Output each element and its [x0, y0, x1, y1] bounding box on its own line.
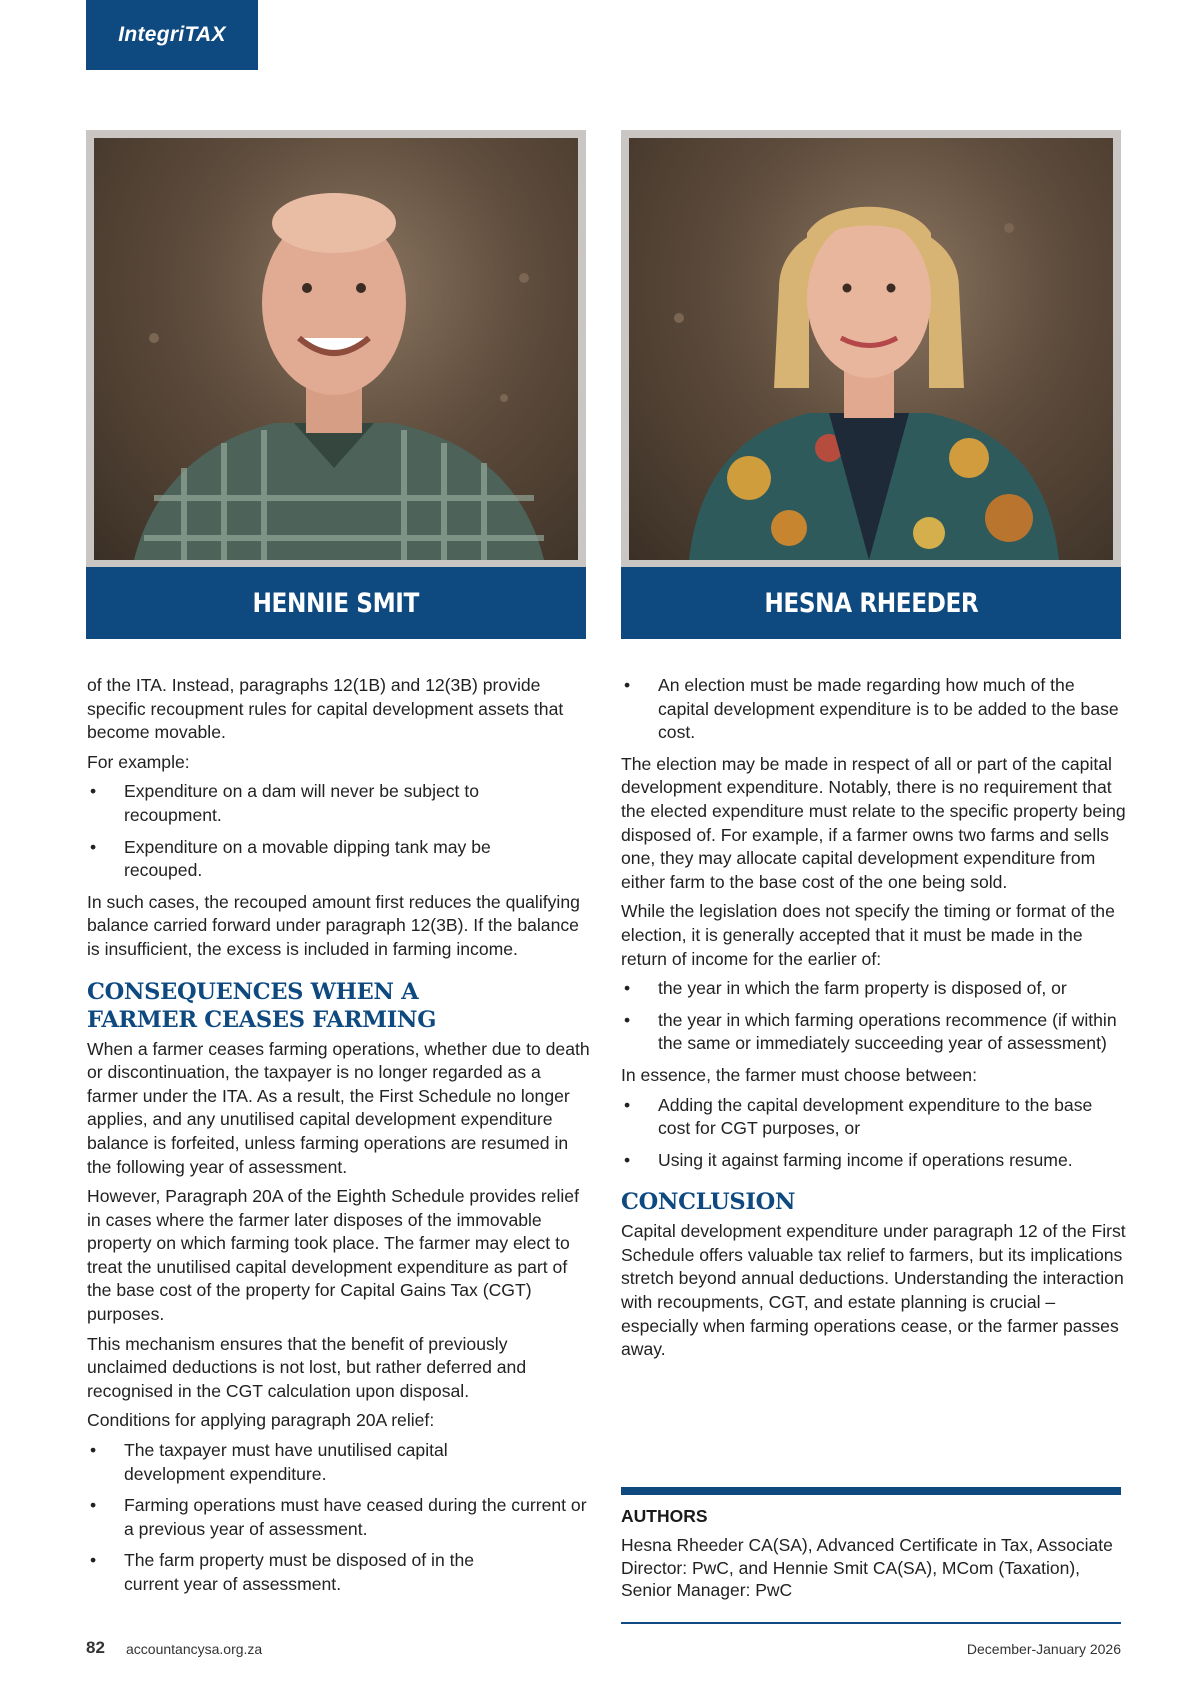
brand-logo-text: IntegriTAX — [118, 23, 226, 46]
section-heading: CONCLUSION — [621, 1189, 796, 1216]
list-item: • Adding the capital development expenditure to the base cost for CGT purposes, or — [621, 1094, 1129, 1141]
list-item: • Using it against farming income if operations resume. — [621, 1149, 1129, 1173]
photo-frame-hesna-rheeder — [621, 130, 1121, 567]
portrait-photo-hesna-rheeder — [629, 138, 1113, 560]
paragraph: In such cases, the recouped amount first reduces the qualifying balance carried forward under paragraph 12(3B). If the balance is insufficient, the excess is included in farming income. — [87, 891, 580, 959]
article-column-right — [621, 674, 1129, 1368]
paragraph: Capital development expenditure under paragraph 12 of the First Schedule offers valuable tax relief to farmers, but its implications stretch beyond annual deductions. Understanding the interaction with recoupments, CGT, and estate planning is crucial – especially when farming operations cease, or the farmer passes away. — [621, 1221, 1126, 1360]
authors-heading: AUTHORS — [621, 1506, 708, 1526]
bullet-list — [87, 1439, 592, 1597]
portrait-illustration — [94, 138, 578, 560]
list-item: • Expenditure on a movable dipping tank may be recouped. — [87, 836, 592, 883]
name-banner-hesna-rheeder — [621, 567, 1121, 639]
bullet-list — [621, 1094, 1129, 1173]
authors-divider-bottom — [621, 1622, 1121, 1624]
paragraph: However, Paragraph 20A of the Eighth Schedule provides relief in cases where the farmer later disposes of the immovable property on which farming took place. The farmer may elect to treat the unutilised capital development expenditure as part of the base cost of the property for Capital Gains Tax (CGT) purposes. — [87, 1186, 579, 1325]
person-name: HENNIE SMIT — [252, 587, 420, 619]
paragraph: In essence, the farmer must choose between: — [621, 1064, 977, 1085]
footer-site-link[interactable]: accountancysa.org.za — [126, 1641, 263, 1657]
list-item: • The taxpayer must have unutilised capital development expenditure. — [87, 1439, 592, 1486]
person-name: HESNA RHEEDER — [764, 587, 978, 619]
list-item: • Expenditure on a dam will never be subject to recoupment. — [87, 780, 592, 827]
authors-text: Hesna Rheeder CA(SA), Advanced Certificate in Tax, Associate Director: PwC, and Hennie Smit CA(SA), MCom (Taxation), Senior Manager: PwC — [621, 1535, 1113, 1600]
list-item: • The farm property must be disposed of in the current year of assessment. — [87, 1549, 592, 1596]
bullet-list — [87, 780, 592, 882]
list-item: • the year in which farming operations recommence (if within the same or immediately succeeding year of assessment) — [621, 1009, 1129, 1056]
brand-logo-tab — [86, 0, 258, 70]
list-item: • An election must be made regarding how much of the capital development expenditure is to be added to the base cost. — [621, 674, 1129, 745]
paragraph: The election may be made in respect of all or part of the capital development expenditure. Notably, there is no requirement that the elected expenditure must relate to the specific property being disposed of. For example, if a farmer owns two farms and sells one, they may allocate capital development expenditure from either farm to the base cost of the one being sold. — [621, 753, 1126, 892]
paragraph: Conditions for applying paragraph 20A relief: — [87, 1410, 435, 1431]
bullet-list — [621, 674, 1129, 745]
page-number: 82 — [86, 1638, 105, 1657]
paragraph: While the legislation does not specify the timing or format of the election, it is generally accepted that it must be made in the return of income for the earlier of: — [621, 901, 1115, 969]
list-item: • the year in which the farm property is disposed of, or — [621, 977, 1129, 1001]
footer-issue-date: December-January 2026 — [966, 1641, 1121, 1657]
paragraph: When a farmer ceases farming operations, whether due to death or discontinuation, the taxpayer is no longer regarded as a farmer under the ITA. As a result, the First Schedule no longer applies, and any unutilised capital development expenditure balance is forfeited, unless farming operations are resumed in the following year of assessment. — [87, 1038, 590, 1177]
name-banner-hennie-smit — [86, 567, 586, 639]
paragraph: This mechanism ensures that the benefit of previously unclaimed deductions is not lost, but rather deferred and recognised in the CGT calculation upon disposal. — [87, 1333, 527, 1401]
bullet-list — [621, 977, 1129, 1056]
article-column-left — [87, 674, 592, 1605]
photo-frame-hennie-smit — [86, 130, 586, 567]
paragraph: For example: — [87, 751, 190, 772]
portrait-illustration — [629, 138, 1113, 560]
list-item: • Farming operations must have ceased during the current or a previous year of assessment. — [87, 1494, 592, 1541]
portrait-photo-hennie-smit — [94, 138, 578, 560]
authors-divider-top — [621, 1487, 1121, 1495]
paragraph: of the ITA. Instead, paragraphs 12(1B) and 12(3B) provide specific recoupment rules for capital development assets that become movable. — [87, 675, 564, 743]
section-heading: CONSEQUENCES WHEN A FARMER CEASES FARMING — [87, 978, 437, 1033]
